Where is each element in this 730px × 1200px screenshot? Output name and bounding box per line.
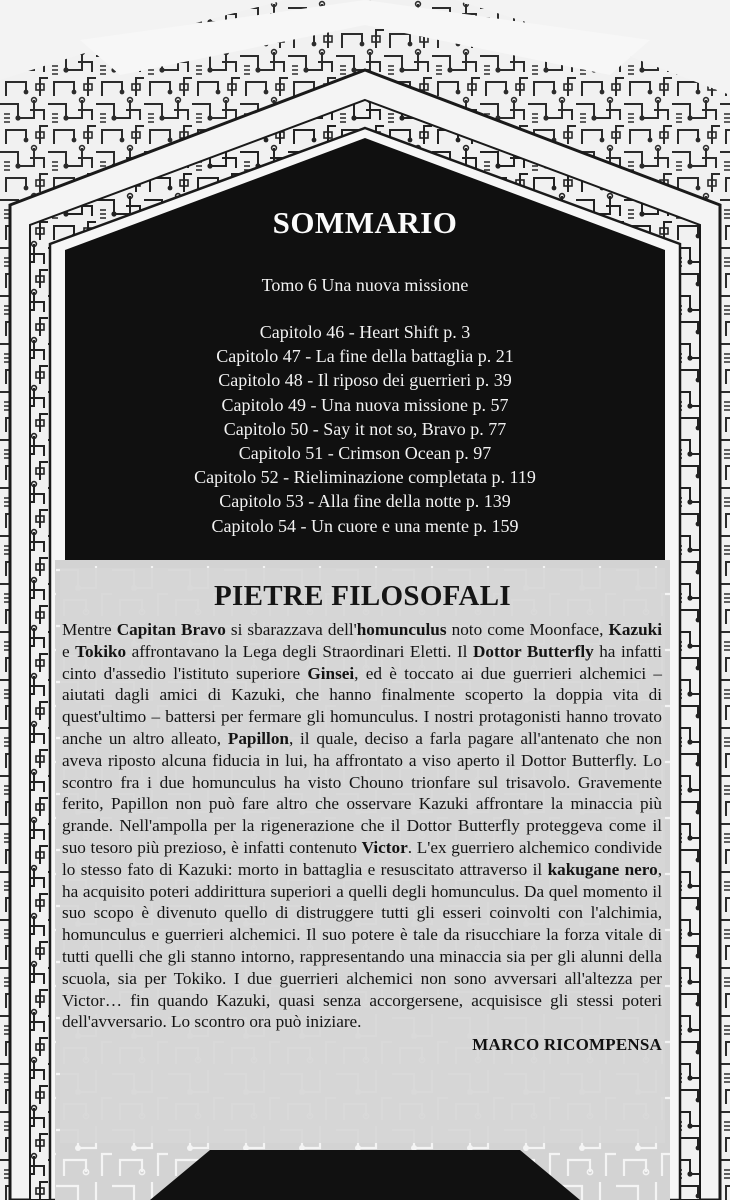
- summary-text: e: [62, 641, 76, 661]
- toc-title: SOMMARIO: [272, 205, 458, 240]
- summary-bold-term: homunculus: [356, 620, 447, 639]
- summary-text: Mentre: [62, 620, 117, 639]
- summary-bold-term: Capitan Bravo: [116, 620, 226, 639]
- summary-text: affrontavano la Lega degli Straordinari Eletti. Il: [126, 641, 473, 661]
- summary-text: ha infatti cinto d'assedio l'istituto superiore: [62, 641, 662, 683]
- summary-bold-term: Kazuki: [608, 620, 663, 639]
- summary-author: MARCO RICOMPENSA: [472, 1035, 662, 1055]
- summary-bold-term: Ginsei: [307, 663, 355, 683]
- summary-text: , ed è toccato ai due guerrieri alchemici – aiutati dagli amici di Kazuki, che hanno finalmente scoperto la doppia vita di quest'ultimo – battersi per fermare gli homunculus. I nostri protagonisti hanno trovato anche un altro alleato,: [62, 663, 662, 748]
- chapter-item: Capitolo 52 - Rieliminazione completata p. 119: [194, 467, 536, 488]
- summary-text: , il quale, deciso a farla pagare all'antenato che non aveva riposto alcuna fiducia in lui, ha affrontato a viso aperto il Dottor Butterfly. Lo scontro fra i due homunculus ha visto Chouno trionfare sul trisavolo. Gravemente ferito, Papillon non può fare altro che osservare Kazuki affrontare la minaccia più grande. Nell'ampolla per la rigenerazione che il Dottor Butterfly proteggeva come il suo tesoro più prezioso, è infatti contenuto: [62, 728, 662, 857]
- summary-text: . L'ex guerriero alchemico condivide lo stesso fato di Kazuki: morto in battaglia e resuscitato attraverso il: [62, 837, 662, 879]
- summary-bold-term: kakugane nero: [547, 859, 658, 879]
- summary-bold-term: Dottor Butterfly: [472, 641, 594, 661]
- summary-title: PIETRE FILOSOFALI: [213, 580, 512, 612]
- chapter-item: Capitolo 50 - Say it not so, Bravo p. 77: [223, 418, 507, 439]
- summary-bold-term: Papillon: [227, 728, 289, 748]
- toc-volume-title: Tomo 6 Una nuova missione: [261, 275, 469, 295]
- summary-text: noto come Moonface,: [446, 620, 609, 639]
- summary-text: , ha acquisito poteri addirittura superiori a quelli degli homunculus. Da quel momento il suo scopo è divenuto quello di distruggere tutti gli esseri coinvolti con l'alchimia, homunculus e guerrieri alchemici. Il suo potere è tale da risucchiare la forza vitale di tutti quelli che gli stanno intorno, rappresentando una minaccia sia per gli alunni della scuola, sia per Tokiko. I due guerrieri alchemici non sono avversari all'altezza per Victor… fin quando Kazuki, quasi senza accorgersene, acquisisce gli stessi poteri dell'avversario. Lo scontro ora può iniziare.: [62, 859, 663, 1032]
- summary-bold-term: Victor: [361, 837, 408, 857]
- chapter-item: Capitolo 49 - Una nuova missione p. 57: [221, 394, 509, 415]
- chapter-item: Capitolo 47 - La fine della battaglia p. 21: [216, 346, 514, 367]
- summary-bold-term: Tokiko: [75, 641, 127, 661]
- chapter-item: Capitolo 54 - Un cuore e una mente p. 159: [211, 515, 519, 536]
- chapter-item: Capitolo 53 - Alla fine della notte p. 139: [219, 491, 511, 512]
- summary-text: si sbarazzava dell': [225, 620, 357, 639]
- chapter-item: Capitolo 46 - Heart Shift p. 3: [259, 322, 471, 342]
- story-summary: [60, 568, 665, 1143]
- summary-paragraph: [62, 619, 662, 1033]
- chapter-item: Capitolo 48 - Il riposo dei guerrieri p. 39: [218, 370, 512, 391]
- chapter-item: Capitolo 51 - Crimson Ocean p. 97: [238, 443, 492, 464]
- chapter-list: [90, 320, 640, 538]
- table-of-contents: [90, 195, 640, 538]
